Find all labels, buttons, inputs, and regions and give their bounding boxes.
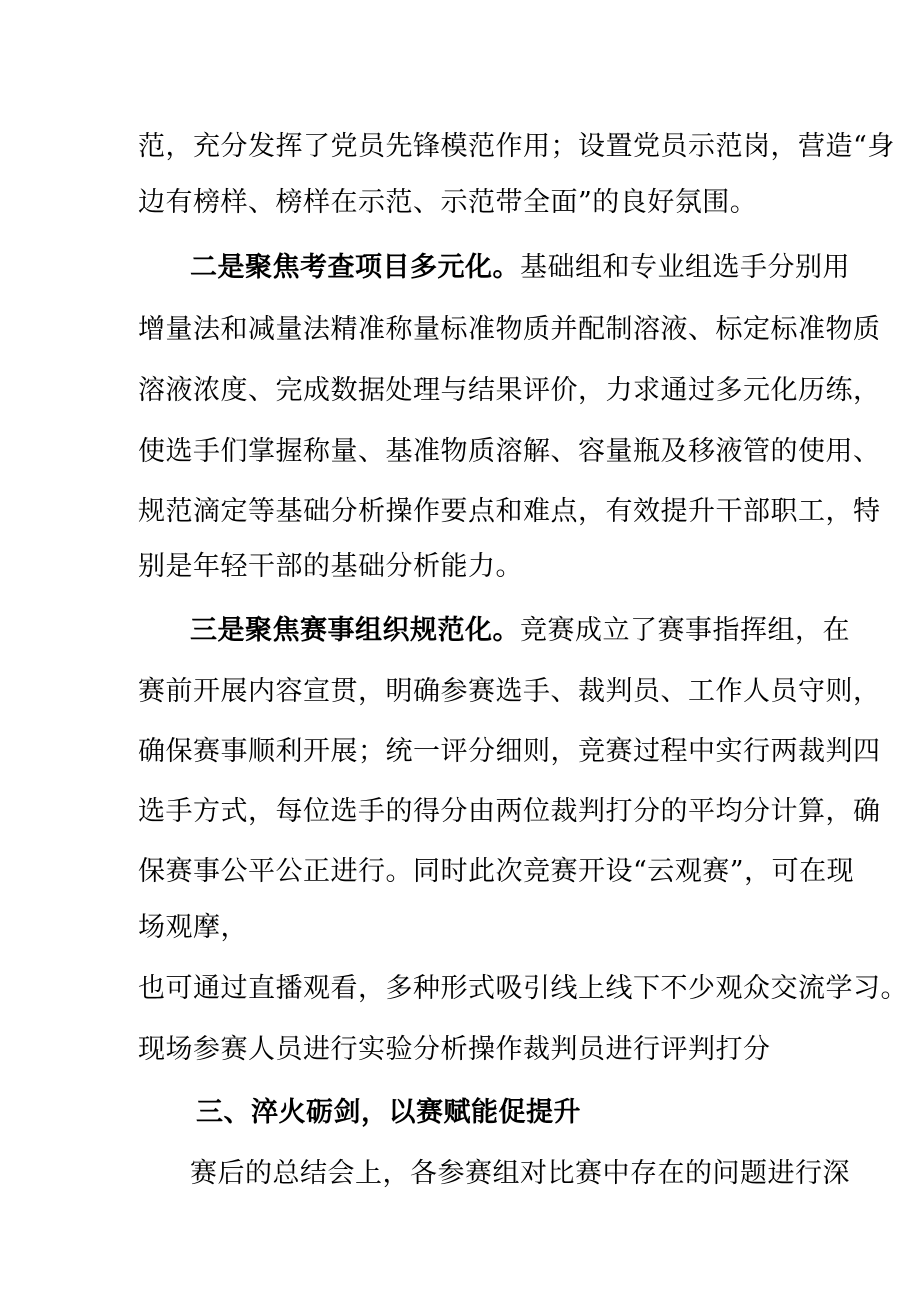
paragraph-text: 基础组和专业组选手分别用 [520,252,850,283]
paragraph-line: 选手方式，每位选手的得分由两位裁判打分的平均分计算，确 [138,796,881,827]
paragraph-line: 边有榜样、榜样在示范、示范带全面”的良好氛围。 [138,187,758,218]
paragraph-first-line: 赛后的总结会上，各参赛组对比赛中存在的问题进行深 [190,1158,850,1189]
paragraph-line: 确保赛事顺利开展；统一评分细则，竞赛过程中实行两裁判四 [138,736,881,767]
paragraph-line: 增量法和减量法精准称量标准物质并配制溶液、标定标准物质 [138,314,881,345]
paragraph-lead: 三是聚焦赛事组织规范化。 [190,615,520,646]
paragraph-text: 竞赛成立了赛事指挥组，在 [520,615,850,646]
paragraph-line: 也可通过直播观看，多种形式吸引线上线下不少观众交流学习。 [138,973,908,1004]
paragraph-line: 现场参赛人员进行实验分析操作裁判员进行评判打分 [138,1034,771,1065]
paragraph-line: 溶液浓度、完成数据处理与结果评价，力求通过多元化历练， [138,375,881,406]
paragraph-line: 场观摩， [138,912,248,943]
paragraph-line: 保赛事公平公正进行。同时此次竞赛开设“云观赛”，可在现 [138,856,855,887]
paragraph-line: 别是年轻干部的基础分析能力。 [138,551,523,582]
paragraph-line: 赛前开展内容宣贯，明确参赛选手、裁判员、工作人员守则， [138,676,881,707]
paragraph-line: 规范滴定等基础分析操作要点和难点，有效提升干部职工，特 [138,496,881,527]
paragraph-line: 范，充分发挥了党员先锋模范作用；设置党员示范岗，营造“身 [138,131,895,162]
paragraph-first-line [190,253,850,283]
paragraph-line: 使选手们掌握称量、基准物质溶解、容量瓶及移液管的使用、 [138,436,881,467]
paragraph-lead: 二是聚焦考查项目多元化。 [190,252,520,283]
section-heading: 三、淬火砺剑，以赛赋能促提升 [196,1097,581,1128]
paragraph-first-line [190,616,850,646]
